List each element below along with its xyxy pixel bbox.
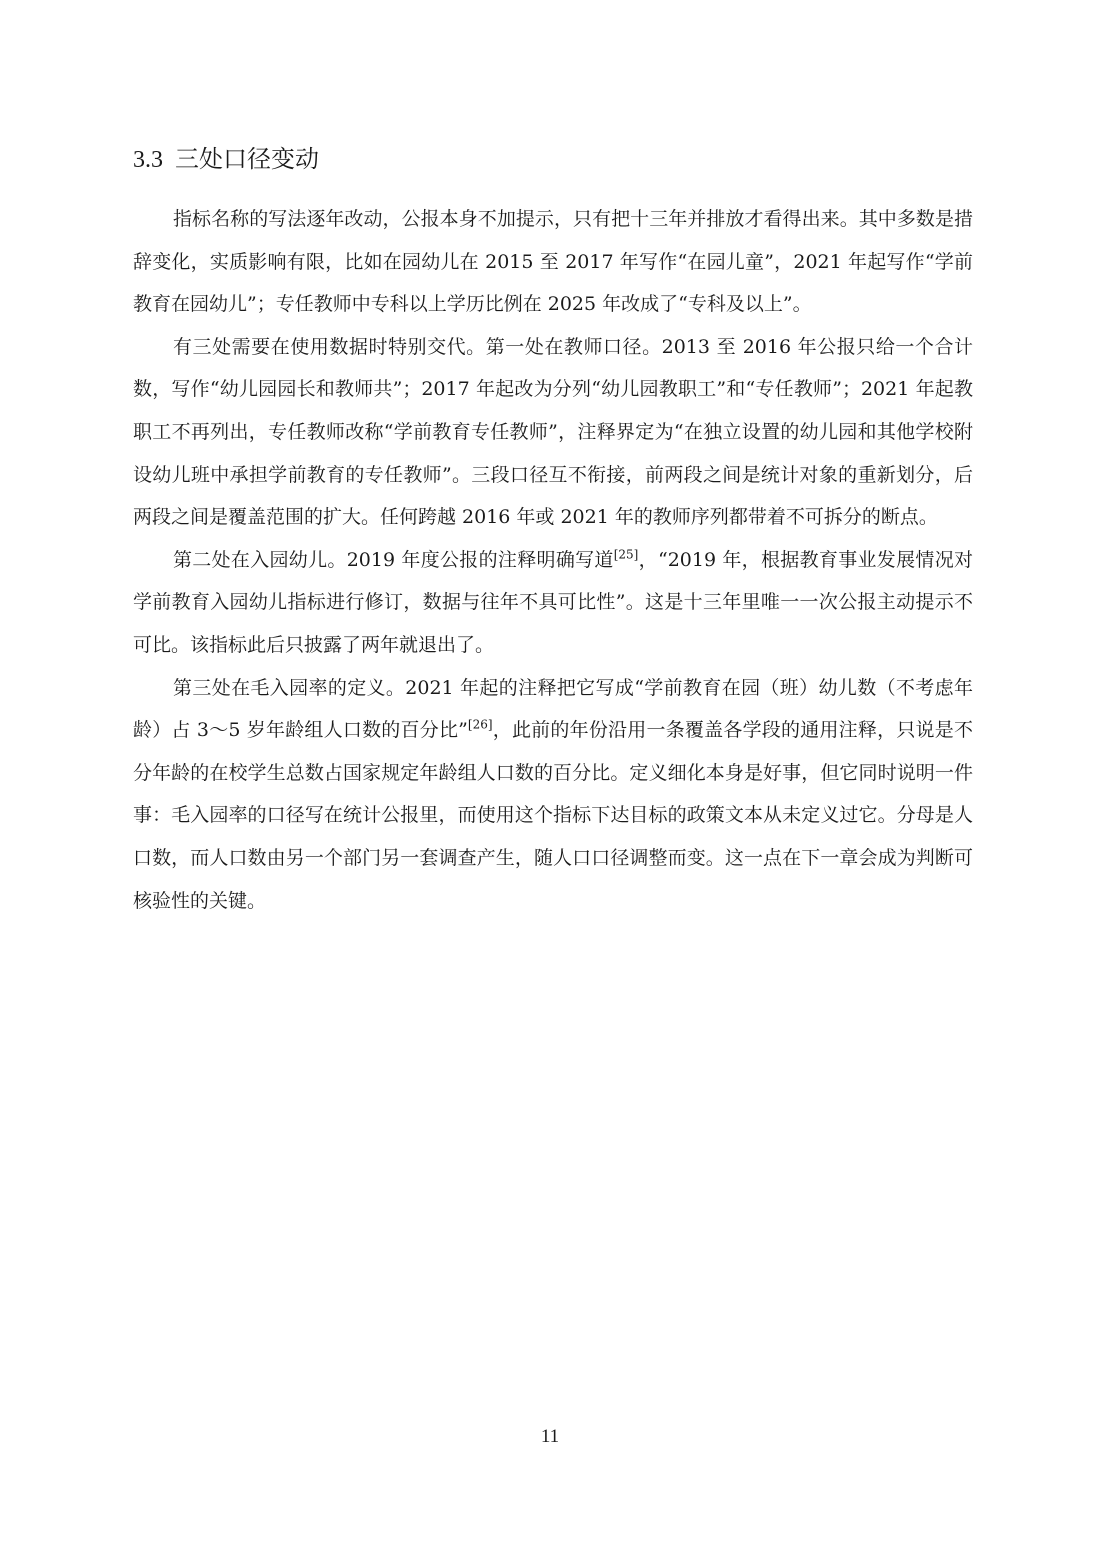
- section-heading: [133, 140, 319, 179]
- paragraph-4-text-b: ，此前的年份沿用一条覆盖各学段的通用注释，只说是不分年龄的在校学生总数占国家规定年龄组人口数的百分比。定义细化本身是好事，但它同时说明一件事：毛入园率的口径写在统计公报里，而使用这个指标下达目标的政策文本从未定义过它。分母是人口数，而人口数由另一个部门另一套调查产生，随人口口径调整而变。这一点在下一章会成为判断可核验性的关键。: [133, 719, 973, 912]
- citation-26: [26]: [467, 717, 493, 732]
- paragraph-3-text-a: 第二处在入园幼儿。2019 年度公报的注释明确写道: [173, 548, 614, 571]
- section-title: 三处口径变动: [175, 145, 319, 173]
- paragraph-3: [133, 539, 973, 667]
- body-text: [133, 198, 973, 922]
- paragraph-1: 指标名称的写法逐年改动，公报本身不加提示，只有把十三年并排放才看得出来。其中多数是措辞变化，实质影响有限，比如在园幼儿在 2015 至 2017 年写作“在园儿童”，2021 年起写作“学前教育在园幼儿”；专任教师中专科以上学历比例在 2025 年改成了“专科及以上”。: [133, 208, 973, 316]
- paragraph-4: [133, 667, 973, 923]
- paragraph-3-text-b: ，“2019 年，根据教育事业发展情况对学前教育入园幼儿指标进行修订，数据与往年不具可比性”。这是十三年里唯一一次公报主动提示不可比。该指标此后只披露了两年就退出了。: [133, 548, 974, 656]
- section-number: 3.3: [133, 147, 163, 173]
- paragraph-2: 有三处需要在使用数据时特别交代。第一处在教师口径。2013 至 2016 年公报只给一个合计数，写作“幼儿园园长和教师共”；2017 年起改为分列“幼儿园教职工”和“专任教师”；2021 年起教职工不再列出，专任教师改称“学前教育专任教师”，注释界定为“在独立设置的幼儿园和其他学校附设幼儿班中承担学前教育的专任教师”。三段口径互不衔接，前两段之间是统计对象的重新划分，后两段之间是覆盖范围的扩大。任何跨越 2016 年或 2021 年的教师序列都带着不可拆分的断点。: [133, 335, 973, 529]
- citation-25: [25]: [613, 547, 639, 562]
- paragraph-4-text-a: 第三处在毛入园率的定义。2021 年起的注释把它写成“学前教育在园（班）幼儿数（不考虑年龄）占 3～5 岁年龄组人口数的百分比”: [133, 676, 973, 742]
- page-number: 11: [540, 1426, 560, 1447]
